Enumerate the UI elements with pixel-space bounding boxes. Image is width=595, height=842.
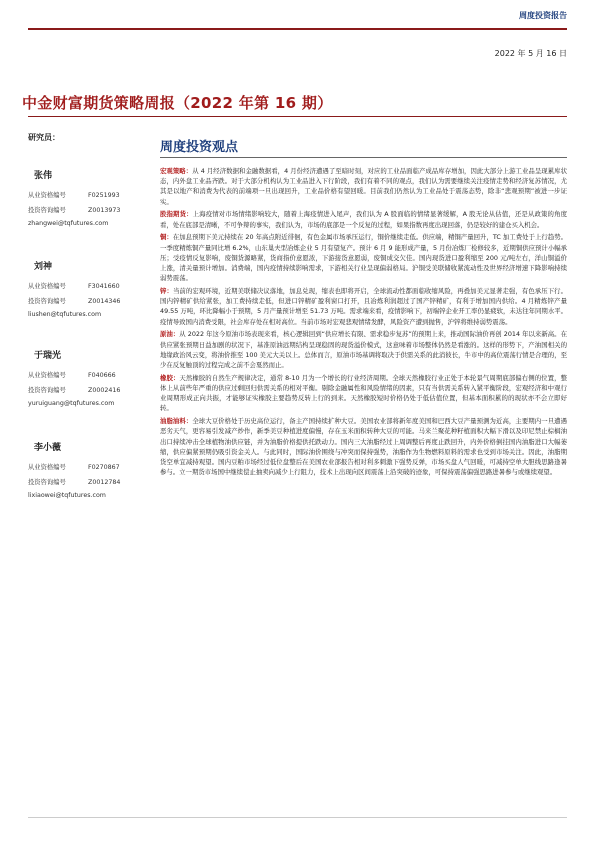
cert-label: 从业资格编号 — [28, 464, 66, 471]
viewpoint-keyword: 橡胶： — [160, 373, 180, 382]
viewpoint-paragraph — [160, 329, 567, 370]
viewpoint-paragraph — [160, 286, 567, 327]
section-divider — [160, 157, 567, 158]
analyst-email[interactable]: liushen@tqfutures.com — [28, 311, 102, 318]
viewpoint-paragraph — [160, 416, 567, 477]
analyst-card — [28, 259, 148, 318]
invest-line — [28, 296, 148, 305]
report-type-label: 周度投资报告 — [519, 11, 567, 20]
cert-number: F3041660 — [88, 283, 120, 290]
invest-number: Z0002416 — [88, 387, 121, 394]
viewpoint-keyword: 股指期货： — [160, 210, 193, 219]
viewpoint-keyword: 锌： — [160, 287, 173, 296]
viewpoint-text: 上海疫情对市场情绪影响较大，随着上海疫情进入尾声，我们认为 A 股面临的情绪显著缓解，A 股无论从估值，还是从政策的角度看，处在底部是清晰，不可争辩的事实，我们认为，市场的底部是一个反复的过程，如果指数再度出现回落，仍是较好的建仓买入机会。 — [160, 210, 567, 229]
title-divider — [28, 116, 567, 117]
footer-divider — [28, 817, 567, 818]
analyst-email[interactable]: zhangwei@tqfutures.com — [28, 220, 109, 227]
cert-number: F0270867 — [88, 464, 120, 471]
viewpoint-keyword: 原油： — [160, 330, 180, 339]
analyst-name: 于瑞光 — [34, 351, 62, 361]
analyst-name: 张伟 — [34, 171, 53, 181]
cert-number: F040666 — [88, 372, 116, 379]
invest-line — [28, 477, 148, 486]
analyst-email[interactable]: lixiaowei@tqfutures.com — [28, 492, 106, 499]
report-date: 2022 年 5 月 16 日 — [494, 49, 567, 58]
analyst-card — [28, 168, 148, 227]
invest-number: Z0012784 — [88, 479, 121, 486]
header-divider — [28, 28, 567, 30]
section-title: 周度投资观点 — [160, 140, 239, 155]
viewpoint-text: 全球大豆价格处于历史高位运行，备主产国持续扩种大豆。美国农业部将新年度美国和巴西大豆产量预测为近高，主要期内一旦遭遇恶劣天气，更容易引发减产炒作，新季美豆种植进度偏慢，存在玉米面积转种大豆的可能。马来兰聚花种籽植面积大幅下滑以及印尼禁止棕榈油出口持续冲击全球植物油供应链，并为油脂价格提供托跌动力。国内三大油脂经过上周调整后再度止跌回升，内外价格倒挂国内油脂进口大幅萎缩，供应偏紧预期仍吸引资金关人。与此同时，国际油价围绕与冲突而保持强势，油脂作为生物燃料原料的需求也受到市场关注。因此，油脂期货空单宜减持观望。国内豆粕市场经过低位盘整后在美国农业部报告相对利多刺激下强势反弹，市场买盘人气回暖，可减持空单大胆线思路逢暑参与。立一期货市场国中继续偿止抽卖向减少上行阻力，技术上出现向区间震荡上沿突破的迹象，可保持震荡偏强思路进暑参与或继续观望。 — [160, 417, 568, 477]
invest-label: 投资咨询编号 — [28, 387, 66, 394]
viewpoint-text: 从 2022 年这今原油市场表现来看，核心逻辑回到“供应增长有限、需求稳步复苏”的预期上来，推动国际油价再创 2014 年以来新高。在供应紧张预期日益加剧的状况下，基准原油远期结构呈现稳固的现货溢价模式，这意味着市场整体仍然是看涨的。这样的形势下，产油国相关的地缘政治风云变，将油价推至 100 美元大关以上。总体而言，原油市场基调将取决于供需关系的此消彼长，牛市中的高位震荡行情是合理的，至少在反复触顶的过程完成之前不会戛然而止。 — [160, 330, 567, 370]
analyst-card — [28, 348, 148, 407]
analyst-card — [28, 440, 148, 499]
viewpoint-text: 从 4 月经济数据和金融数据看，4 月份经济遭遇了至暗时刻，对应的工业品面临产成品库存增加，因此大部分上游工业品呈现累库状态，内外盘工业品齐跌。对于大部分机构认为工业品进入下行阶段，我们有着不同的观点，我们认为需要继续关注疫情走势和经济复苏情况，尤其是以地产和消费为代表的前端项一旦出现回升，工业品价格有望回暖。目前我们仍然认为工业品处于震荡态势，除非“悲观预期”被进一步证实。 — [160, 167, 567, 206]
cert-line — [28, 462, 148, 471]
cert-label: 从业资格编号 — [28, 192, 66, 199]
cert-line — [28, 190, 148, 199]
invest-line — [28, 205, 148, 214]
viewpoint-text: 在加息预期下美元持续在 20 年高点附近徘徊，有色金属市场承压运行，铜价继续走低。供应端，精铜产量回升，TC 加工费处于上行趋势。一季度精炼铜产量同比增 6.2%，山东巢夫型冶炼企业 5 月有望复产。预计 6 月 9 能形成产量，5 月份冶炼厂检修较多，近期铜供应预计小幅承压；受疫情反复影响，废铜货源略紧，货商指价意愿浓，下游接货意愿弱，废铜成交欠佳。国内现货进口盈利缩至 200 元/吨左右，洋山铜溢价上涨，清关量预计增加。消费端，国内疫情持续影响需求，下游相关行业呈现偏弱格局。沪铜受美联储收紧流动性及世界经济增速下降影响持续弱势震荡。 — [160, 233, 567, 283]
cert-label: 从业资格编号 — [28, 283, 66, 290]
viewpoints-body — [160, 166, 567, 480]
viewpoint-keyword: 油脂油料： — [160, 417, 193, 426]
viewpoint-text: 天然橡胶的自然生产规律决定，通常 8-10 月为一个增长的行业经济周期。全球天然橡胶行业正处于本轮景气周期底部偏右侧的位置，整体上从前些年严重的供应过剩回归供需关系的相对平衡。剔除金融属性和风险情绪的因素，只有当供需关系转入紧平衡阶段，宏观经济和中观行业周期形成正向共振，才能够证实橡胶主要趋势反转上行的到来。天然橡胶短时价格仍处于低估值位置，但基本面积累的的现状亦不会立即好转。 — [160, 373, 567, 413]
viewpoint-paragraph — [160, 166, 567, 207]
viewpoint-paragraph — [160, 232, 567, 283]
viewpoint-text: 当前的宏观环境，近期美联储决议落地，加息兑现，缩表也即将开启，全球流动性都面临收缩风险，再叠加美元显著走强，有色承压下行。国内锌精矿供给紧张，加工费持续走低，但进口锌精矿盈利窗口打开，且冶炼利润超过了国产锌精矿，有利于增加国内供给。4 月精炼锌产量 49.55 万吨，环比降幅小于预期，5 月产量预计增至 51.73 万吨。需求端来看，疫情影响下，初端锌企业开工率仍显疲软，未达往年同期水平。疫情导致国内消费受限，社会库存处在相对高位。当前市场对宏观悲观情绪发酵，风险资产遭到抛售，沪锌将维持弱势震荡。 — [160, 287, 568, 326]
invest-number: Z0013973 — [88, 207, 121, 214]
analyst-name: 李小薇 — [34, 443, 62, 453]
invest-line — [28, 385, 148, 394]
analyst-email[interactable]: yuruiguang@tqfutures.com — [28, 400, 115, 407]
researchers-label: 研究员： — [28, 133, 60, 142]
invest-number: Z0014346 — [88, 298, 121, 305]
viewpoint-paragraph — [160, 209, 567, 229]
report-title: 中金财富期货策略周报（2022 年第 16 期） — [22, 94, 333, 112]
invest-label: 投资咨询编号 — [28, 479, 66, 486]
analyst-name: 刘神 — [34, 262, 53, 272]
invest-label: 投资咨询编号 — [28, 298, 66, 305]
viewpoint-keyword: 铜： — [160, 233, 173, 242]
cert-number: F0251993 — [88, 192, 120, 199]
viewpoint-keyword: 宏观策略： — [160, 167, 193, 175]
cert-label: 从业资格编号 — [28, 372, 66, 379]
cert-line — [28, 370, 148, 379]
viewpoint-paragraph — [160, 373, 567, 414]
cert-line — [28, 281, 148, 290]
invest-label: 投资咨询编号 — [28, 207, 66, 214]
